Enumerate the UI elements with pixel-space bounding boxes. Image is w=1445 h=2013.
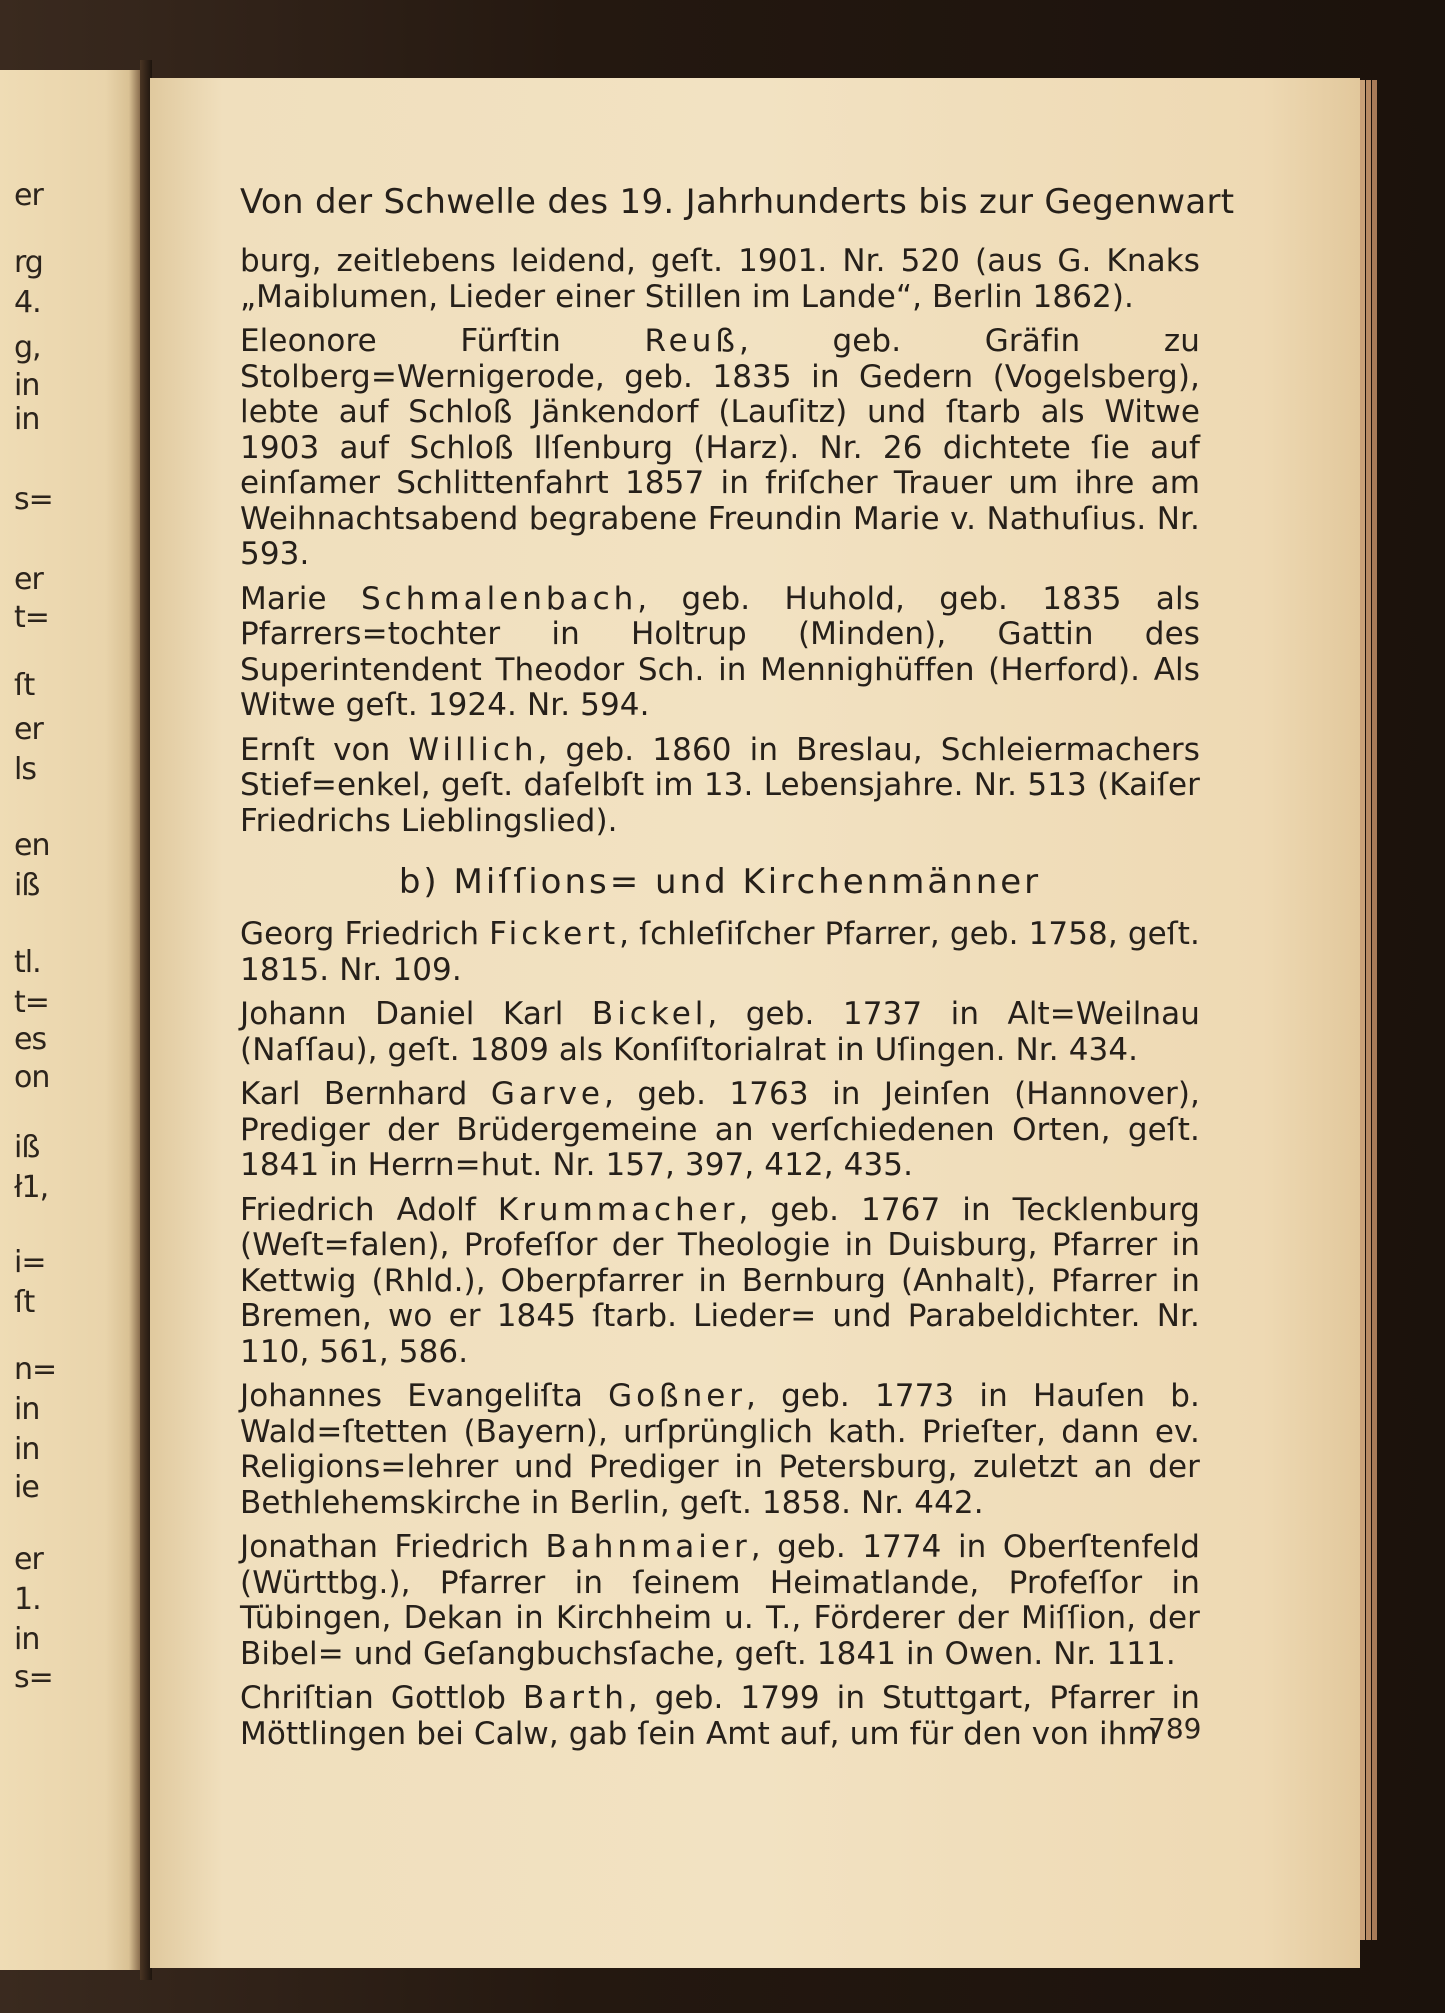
entry-surname: Reuß: [644, 323, 739, 359]
entry-details: , geb. 1860 in Breslau, Schleiermachers Stief=enkel, geſt. daſelbſt im 13. Lebensjahre. Nr. 513 (Kaiſer Friedrichs Lieblingslied).: [240, 731, 1201, 839]
left-page-fragment: s=: [14, 1660, 53, 1695]
section-heading: b) Miſſions= und Kirchenmänner: [398, 862, 1042, 902]
page-edge-stack: [1372, 80, 1377, 1940]
left-page-fragment: in: [14, 368, 40, 403]
left-page-fragment: ie: [14, 1470, 39, 1505]
entry-forenames: Friedrich Adolf: [240, 1191, 498, 1228]
entry-forenames: Eleonore Fürſtin: [240, 323, 645, 359]
entry-details: , geb. 1799 in Stuttgart, Pfarrer in Möttlingen bei Calw, gab ſein Amt auf, um für den von ihm: [240, 1680, 1200, 1752]
entry-surname: Bickel: [591, 996, 708, 1032]
biography-entry: [240, 324, 1200, 573]
left-page-fragment: s=: [14, 482, 53, 517]
left-page-fragment: 1.: [14, 1582, 41, 1617]
left-page-fragment: in: [14, 1622, 40, 1657]
left-page-fragment: iß: [14, 1130, 40, 1165]
entry-surname: Krummacher: [497, 1191, 739, 1228]
left-page-fragment: ł1,: [14, 1170, 49, 1205]
entry-details: , geb. Huhold, geb. 1835 als Pfarrers=tochter in Holtrup (Minden), Gattin des Superintendent Theodor Sch. in Mennighüffen (Herford). Als Witwe geſt. 1924. Nr. 594.: [240, 580, 1200, 723]
page-edge-stack: [1366, 80, 1371, 1940]
left-page-fragment: t=: [14, 985, 49, 1020]
entry-forenames: Georg Friedrich: [240, 916, 490, 952]
biography-entry: [240, 1193, 1200, 1371]
left-page: [0, 70, 140, 1970]
left-page-fragment: en: [14, 828, 50, 863]
entry-details: , geb. 1737 in Alt=Weilnau (Naſſau), geſt. 1809 als Konſiſtorialrat in Uſingen. Nr. 434.: [240, 996, 1200, 1068]
left-page-fragment: tl.: [14, 945, 41, 980]
entry-forenames: Karl Bernhard: [240, 1076, 491, 1112]
entry-surname: Barth: [523, 1680, 628, 1716]
entry-surname: Schmalenbach: [361, 580, 638, 617]
entry-forenames: Ernſt von: [240, 731, 409, 768]
entries-section-a: [240, 244, 1200, 839]
left-page-fragment: g,: [14, 330, 41, 365]
page-number: 789: [1148, 1712, 1202, 1745]
left-page-fragment: in: [14, 1392, 40, 1427]
left-page-fragment: er: [14, 178, 43, 213]
left-page-fragment: ſt: [14, 668, 35, 703]
left-page-fragment: t=: [14, 600, 49, 635]
entry-forenames: Chriſtian Gottlob: [240, 1680, 524, 1716]
entry-details: , geb. 1773 in Hauſen b. Wald=ſtetten (Bayern), urſprünglich kath. Prieſter, dann ev. Religions=lehrer und Prediger in Petersburg, zuletzt an der Bethlehemskirche in Berlin, geſt. 1858. Nr. 442.: [240, 1378, 1201, 1521]
left-page-fragment: ſt: [14, 1285, 35, 1320]
biography-entry: [240, 917, 1200, 988]
left-page-fragment: rg: [14, 245, 43, 280]
biography-entry: [240, 244, 1200, 315]
entry-surname: Willich: [408, 731, 538, 768]
page-edge-stack: [1360, 80, 1365, 1940]
entry-details: , ſchleſiſcher Pfarrer, geb. 1758, geſt. 1815. Nr. 109.: [240, 916, 1200, 988]
biography-entry: [240, 582, 1200, 724]
entry-details: , geb. Gräfin zu Stolberg=Wernigerode, geb. 1835 in Gedern (Vogelsberg), lebte auf Schloß Jänkendorf (Lauſitz) und ſtarb als Witwe 1903 auf Schloß Ilſenburg (Harz). Nr. 26 dichtete ſie auf einſamer Schlittenfahrt 1857 in friſcher Trauer um ihre am Weihnachtsabend begrabene Freundin Marie v. Nathuſius. Nr. 593.: [240, 323, 1200, 572]
biography-entry: [240, 733, 1200, 840]
entry-forenames: Johann Daniel Karl: [240, 996, 592, 1032]
left-page-fragment: in: [14, 1432, 40, 1467]
left-page-fragment: es: [14, 1022, 47, 1057]
entry-details: , geb. 1767 in Tecklenburg (Weſt=falen), Profeſſor der Theologie in Duisburg, Pfarrer in Kettwig (Rhld.), Oberpfarrer in Bernburg (Anhalt), Pfarrer in Bremen, wo er 1845 ſtarb. Lieder= und Parabeldichter. Nr. 110, 561, 586.: [240, 1191, 1201, 1370]
entry-details: , geb. 1774 in Oberſtenfeld (Württbg.), Pfarrer in ſeinem Heimatlande, Profeſſor in Tübingen, Dekan in Kirchheim u. T., Förderer der Miſſion, der Bibel= und Geſangbuchsſache, geſt. 1841 in Owen. Nr. 111.: [240, 1529, 1200, 1672]
entry-surname: Fickert: [489, 916, 620, 952]
biography-entry: [240, 1077, 1200, 1184]
left-page-fragment: on: [14, 1060, 50, 1095]
left-page-fragment: 4.: [14, 285, 41, 320]
entry-details: , geb. 1763 in Jeinſen (Hannover), Prediger der Brüdergemeine an verſchiedenen Orten, geſt. 1841 in Herrn=hut. Nr. 157, 397, 412, 435.: [240, 1076, 1200, 1183]
entry-forenames: Johannes Evangeliſta: [240, 1378, 609, 1414]
entries-section-b: [240, 917, 1200, 1752]
entry-surname: Garve: [490, 1076, 604, 1112]
left-page-fragment: er: [14, 1542, 43, 1577]
biography-entry: [240, 997, 1200, 1068]
entry-text: burg, zeitlebens leidend, geſt. 1901. Nr. 520 (aus G. Knaks „Maiblumen, Lieder einer Stillen im Lande“, Berlin 1862).: [240, 243, 1200, 315]
biography-entry: [240, 1530, 1200, 1672]
biography-entry: [240, 1379, 1200, 1521]
left-page-fragment: in: [14, 402, 40, 437]
entry-forenames: Jonathan Friedrich: [240, 1529, 546, 1565]
entry-forenames: Marie: [240, 580, 361, 617]
running-head: Von der Schwelle des 19. Jahrhunderts bis zur Gegenwart: [240, 182, 1235, 222]
entry-surname: Goßner: [608, 1378, 747, 1414]
biography-entry: [240, 1681, 1200, 1752]
left-page-fragment: iß: [14, 868, 40, 903]
page-text: [240, 180, 1235, 1761]
entry-surname: Bahnmaier: [545, 1529, 751, 1565]
left-page-fragment: er: [14, 562, 43, 597]
left-page-fragment: er: [14, 712, 43, 747]
left-page-fragment: ls: [14, 752, 36, 787]
left-page-fragment: n=: [14, 1352, 57, 1387]
left-page-fragment: i=: [14, 1245, 46, 1280]
